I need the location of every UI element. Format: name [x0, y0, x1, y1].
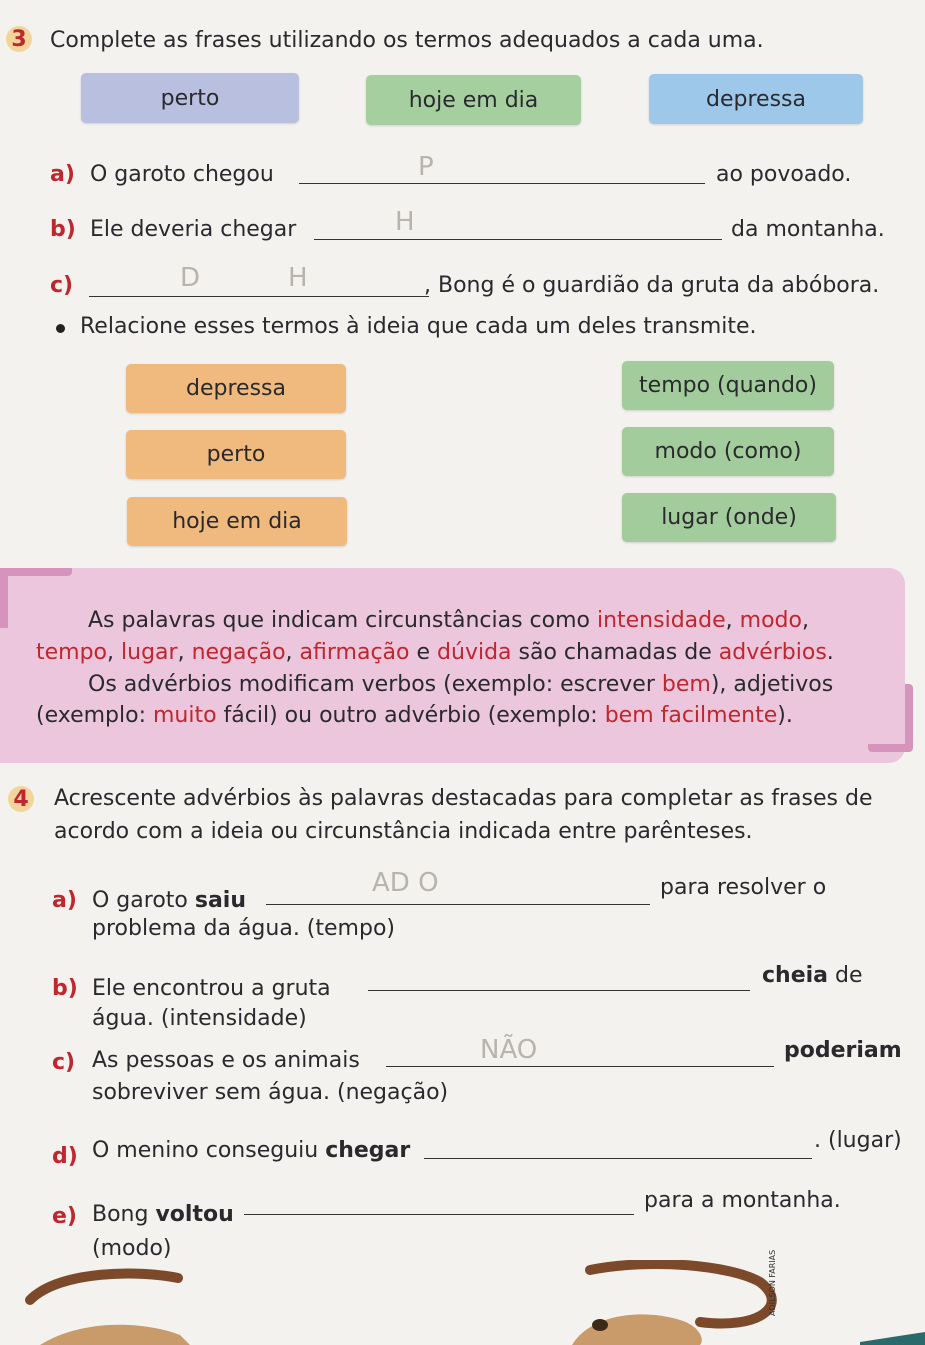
sentence-text: para resolver o [660, 875, 827, 900]
tail-right [590, 1264, 772, 1324]
box-frame-tab [905, 684, 913, 750]
term-depressa[interactable]: depressa [126, 364, 346, 413]
item-letter: c) [52, 1050, 76, 1075]
chip-depressa: depressa [649, 74, 863, 124]
sentence-text: Ele encontrou a gruta [92, 976, 331, 1001]
animal-body-right [572, 1314, 702, 1345]
question-number-badge: 3 [6, 26, 32, 52]
sentence-text: . (lugar) [814, 1128, 902, 1153]
item-letter: d) [52, 1144, 78, 1169]
sentence-text: ao povoado. [716, 162, 852, 187]
box-frame-tab [0, 568, 8, 628]
chip-perto: perto [81, 73, 299, 123]
answer-blank[interactable] [89, 296, 429, 297]
corner-mark [860, 1332, 925, 1345]
sentence-text: Bong voltou [92, 1202, 234, 1227]
sentence-text: Ele deveria chegar [90, 217, 297, 242]
pencil-answer: AD O [372, 868, 439, 898]
item-letter: a) [52, 888, 77, 913]
bullet [56, 324, 65, 333]
term-perto[interactable]: perto [126, 430, 346, 479]
sentence-text: sobreviver sem água. (negação) [92, 1080, 449, 1105]
info-line-1: As palavras que indicam circunstâncias como intensidade, modo, [88, 608, 809, 633]
info-line-2: tempo, lugar, negação, afirmação e dúvida são chamadas de advérbios. [36, 640, 834, 665]
answer-blank[interactable] [244, 1214, 634, 1215]
illustration-credit: ADILSON FARIAS [768, 1249, 777, 1316]
q4-instruction-line-2: acordo com a ideia ou circunstância indicada entre parênteses. [54, 819, 753, 844]
idea-tempo[interactable]: tempo (quando) [622, 361, 834, 410]
info-line-4: (exemplo: muito fácil) ou outro advérbio (exemplo: bem facilmente). [36, 703, 793, 728]
idea-modo[interactable]: modo (como) [622, 427, 834, 476]
term-hoje-em-dia[interactable]: hoje em dia [127, 497, 347, 546]
sentence-text: da montanha. [731, 217, 885, 242]
pencil-answer: H [288, 263, 308, 293]
animal-body-left [40, 1325, 190, 1345]
sentence-text: As pessoas e os animais [92, 1048, 360, 1073]
item-letter: b) [52, 976, 78, 1001]
q3-instruction: Complete as frases utilizando os termos adequados a cada uma. [50, 28, 764, 53]
sentence-text: O garoto chegou [90, 162, 274, 187]
decorative-illustration [0, 1249, 925, 1345]
pencil-answer: P [418, 152, 434, 182]
answer-blank[interactable] [386, 1066, 774, 1067]
relate-instruction: Relacione esses termos à ideia que cada um deles transmite. [80, 314, 757, 339]
box-frame-tab [868, 744, 913, 752]
item-letter: e) [52, 1204, 77, 1229]
sentence-text: cheia de [762, 963, 863, 988]
question-number-badge: 4 [8, 786, 34, 812]
sentence-text: para a montanha. [644, 1188, 841, 1213]
answer-blank[interactable] [299, 183, 705, 184]
item-letter: a) [50, 162, 75, 187]
pencil-answer: H [395, 207, 415, 237]
sentence-text: água. (intensidade) [92, 1006, 307, 1031]
chip-hoje-em-dia: hoje em dia [366, 75, 581, 125]
box-frame-tab [0, 568, 72, 576]
idea-lugar[interactable]: lugar (onde) [622, 493, 836, 542]
item-letter: c) [50, 273, 74, 298]
animal-eye [592, 1319, 608, 1331]
q4-instruction-line-1: Acrescente advérbios às palavras destacadas para completar as frases de [54, 786, 873, 811]
tail-left [30, 1273, 178, 1300]
sentence-text: (modo) [92, 1236, 172, 1261]
answer-blank[interactable] [314, 239, 722, 240]
info-line-3: Os advérbios modificam verbos (exemplo: escrever bem), adjetivos [88, 672, 834, 697]
sentence-text: , Bong é o guardião da gruta da abóbora. [424, 273, 880, 298]
sentence-text: O menino conseguiu chegar [92, 1138, 411, 1163]
sentence-text: O garoto saiu [92, 888, 247, 913]
pencil-answer: NÃO [480, 1035, 538, 1065]
answer-blank[interactable] [266, 904, 650, 905]
pencil-answer: D [180, 263, 201, 293]
sentence-text: poderiam [784, 1038, 902, 1063]
answer-blank[interactable] [368, 990, 750, 991]
adverb-info-box [0, 568, 905, 763]
item-letter: b) [50, 217, 76, 242]
sentence-text: problema da água. (tempo) [92, 916, 395, 941]
answer-blank[interactable] [424, 1158, 812, 1159]
